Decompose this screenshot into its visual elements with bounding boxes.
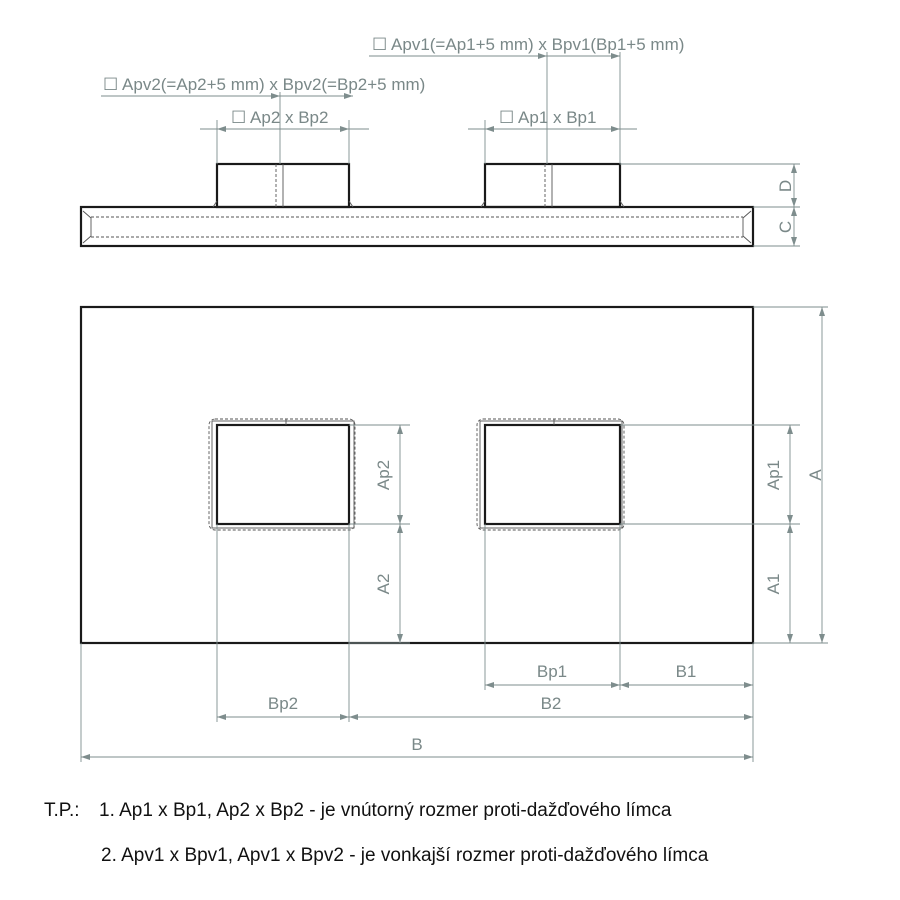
dim-label-b2: B2 [540,694,562,713]
dim-label-b1: B1 [675,662,697,681]
label-ap1-bp1: ☐ Ap1 x Bp1 [499,108,597,127]
dim-label-c: C [776,220,795,234]
note-line-2: 2. Apv1 x Bpv1, Apv1 x Bpv2 - je vonkajší rozmer proti-dažďového límca [101,845,709,866]
note-line-1: 1. Ap1 x Bp1, Ap2 x Bp2 - je vnútorný rozmer proti-dažďového límca [99,800,672,821]
base-plate-top [81,307,753,643]
side-view [81,35,800,246]
dim-label-b: B [411,735,423,754]
note-prefix: T.P.: [44,800,80,821]
dim-label-bp1: Bp1 [536,662,568,681]
dim-label-ap2: Ap2 [374,459,393,491]
collar-1-side [481,164,624,207]
label-apv1: ☐ Apv1(=Ap1+5 mm) x Bpv1(Bp1+5 mm) [372,35,685,54]
dim-label-a2: A2 [374,573,393,595]
opening-2 [209,419,355,530]
dim-label-bp2: Bp2 [267,694,299,713]
label-ap2-bp2: ☐ Ap2 x Bp2 [231,108,329,127]
base-plate-side [81,207,753,246]
opening-1 [477,419,624,530]
top-view [81,307,828,762]
label-apv2: ☐ Apv2(=Ap2+5 mm) x Bpv2(=Bp2+5 mm) [103,75,426,94]
dim-label-a: A [806,469,825,481]
dim-label-d: D [776,179,795,193]
dim-label-ap1: Ap1 [764,459,783,491]
collar-2-side [213,164,353,207]
dim-label-a1: A1 [764,573,783,595]
